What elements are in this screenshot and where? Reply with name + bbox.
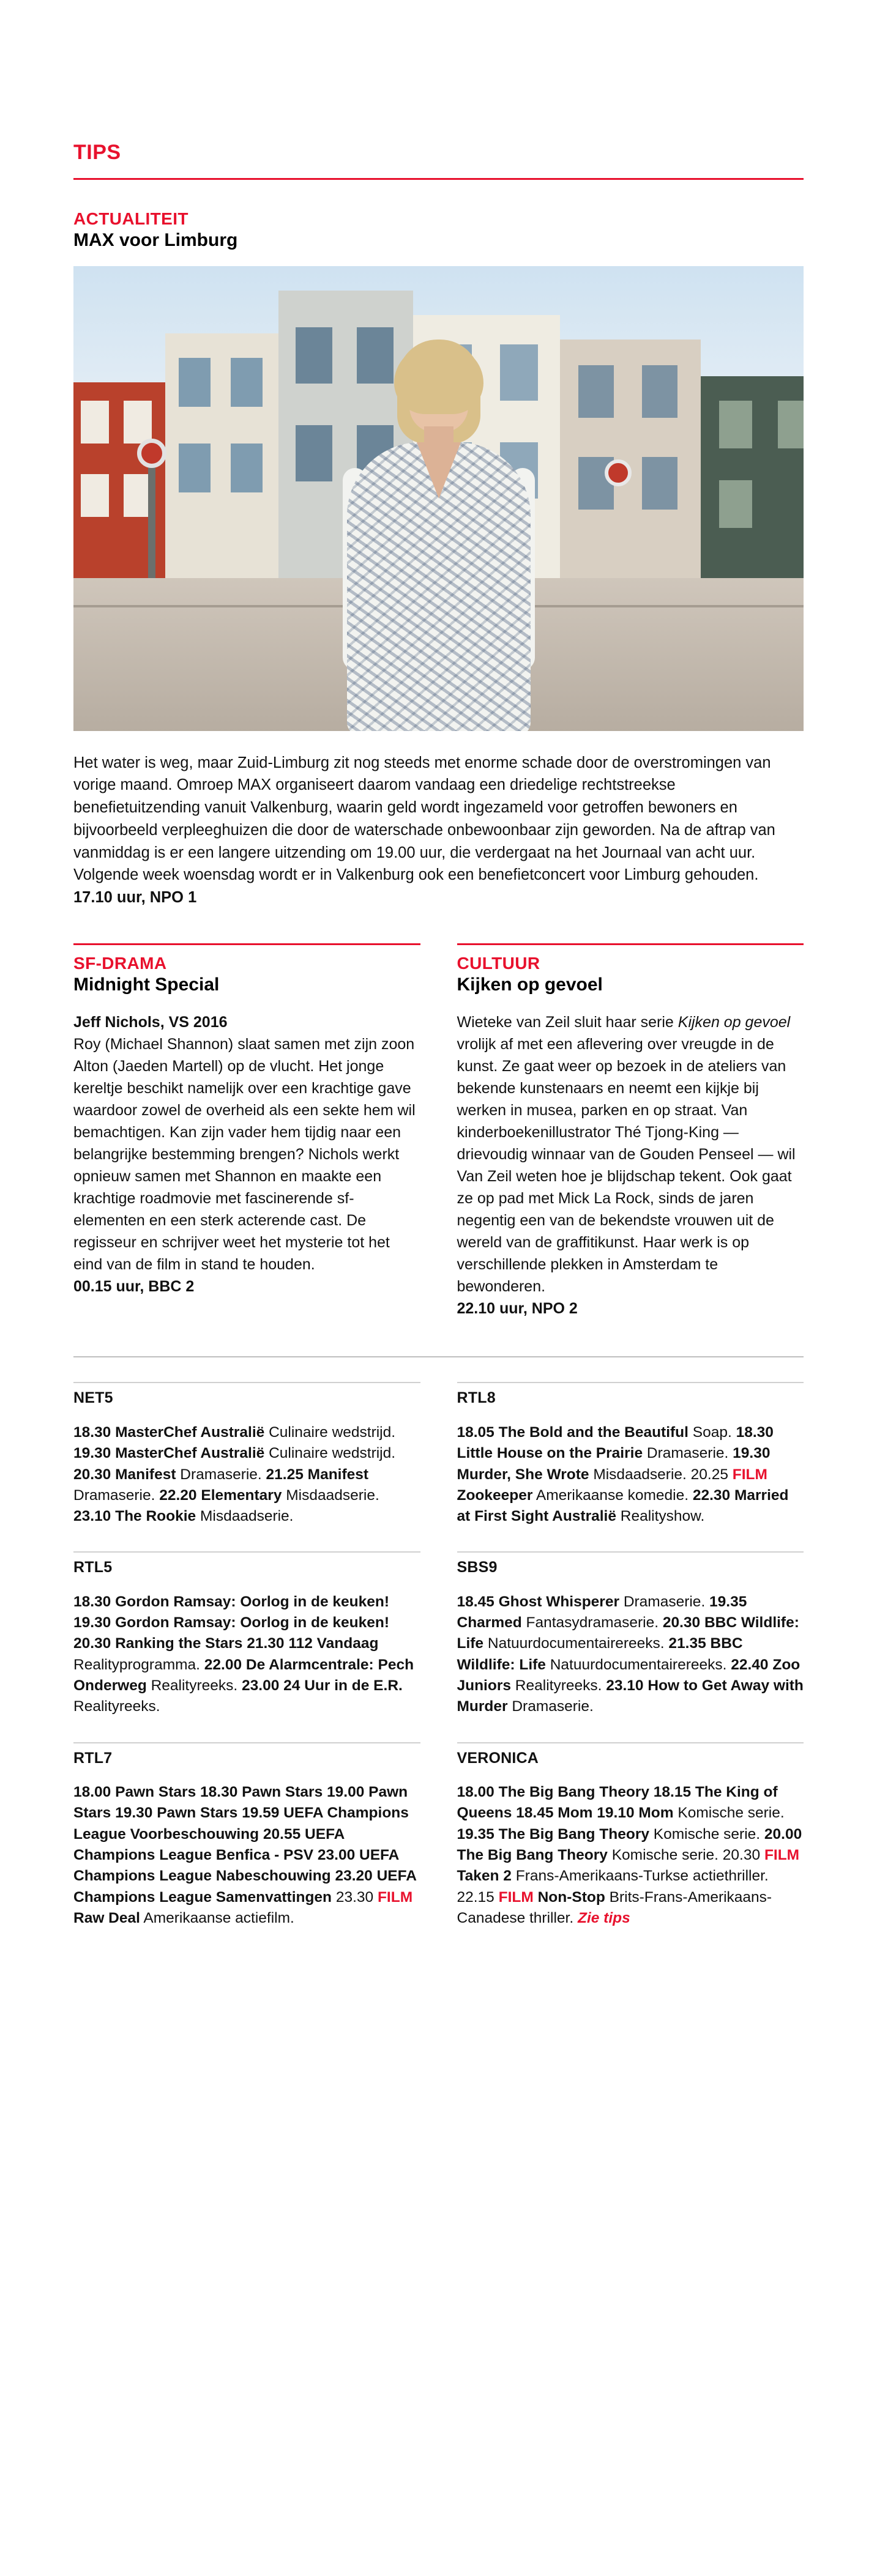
channel-divider (73, 1551, 420, 1553)
channel-listing-text: 18.45 Ghost Whisperer Dramaserie. 19.35 Charmed Fantasydramaserie. 20.30 BBC Wildlife: Life Natuurdocumentairereeks. 21.35 BBC Wildlife: Life Natuurdocumentairereeks. 22.40 Zoo Juniors Realityreeks. 23.10 How to Get Away with Murder Dramaserie. (457, 1593, 804, 1715)
channel-name: SBS9 (457, 1559, 498, 1576)
listing-entry: 18.30 Gordon Ramsay: Oorlog in de keuken! (73, 1593, 389, 1610)
channel-listing-text: 18.30 MasterChef Australië Culinaire wedstrijd. 19.30 MasterChef Australië Culinaire wedstrijd. 20.30 Manifest Dramaserie. 21.25 Manifest Dramaserie. 22.20 Elementary Misdaadserie. 23.10 The Rookie Misdaadserie. (73, 1423, 396, 1525)
listing-entry: 18.45 Mom (512, 1805, 593, 1822)
listing-entry: 20.30 BBC Wildlife: Life (457, 1614, 799, 1652)
listing-entry: 18.45 Ghost Whisperer (457, 1593, 620, 1610)
lead-photo (73, 266, 804, 731)
tip-article-0 (73, 943, 420, 1320)
lead-body-paragraph: Het water is weg, maar Zuid-Limburg zit nog steeds met enorme schade door de overstromingen van vorige maand. Omroep MAX organiseert daarom vandaag een driedelige rechtstreekse benefietuitzending vanuit Valkenburg, waarin geld wordt ingezameld voor getroffen bewoners en bijvoorbeeld verpleeghuizen die door de waterschade onbewoonbaar zijn geworden. Na de aftrap van vanmiddag is er een langere uitzending om 19.00 uur, die verdergaat na het Journaal van acht uur. Volgende week woensdag wordt er in Valkenburg ook een benefietconcert voor Limburg gehouden. (73, 754, 775, 884)
channel-block (73, 1551, 420, 1717)
channel-block (73, 1742, 420, 1929)
listing-entry: 21.30 112 Vandaag (242, 1635, 379, 1652)
listing-entry: 18.00 Pawn Stars (73, 1784, 196, 1801)
channel-listing-text: 18.05 The Bold and the Beautiful Soap. 18.30 Little House on the Prairie Dramaserie. 19.30 Murder, She Wrote Misdaadserie. 20.25 FILM Zookeeper Amerikaanse komedie. 22.30 Married at First Sight Australië Realityshow. (457, 1423, 789, 1525)
listing-entry: 20.55 UEFA Champions League Benfica - PSV (73, 1825, 345, 1864)
channel-block (457, 1742, 804, 1929)
listing-entry: 18.00 The Big Bang Theory (457, 1784, 649, 1801)
listing-entry: 19.35 The Big Bang Theory (457, 1825, 649, 1843)
listings-divider (73, 1356, 804, 1357)
photo-signpost (148, 450, 155, 578)
channel-block (457, 1551, 804, 1717)
channel-divider (457, 1742, 804, 1743)
photo-building-cream (165, 333, 278, 578)
listings-grid (73, 1378, 804, 1953)
header-rule (73, 178, 804, 180)
film-tag: FILM (498, 1888, 534, 1906)
tip-body-post-1: vrolijk af met een aflevering over vreugde in de kunst. Ze gaat weer op bezoek in de ateliers van bekende kunstenaars en neemt een kijkje bij werken in musea, parken en op straat. Van kinderboekenillustrator Thé Tjong-King — drievoudig winnaar van de Gouden Penseel — wil Van Zeil weten hoe je blijdschap tekent. Ook gaat ze op pad met Mick La Rock, sinds de jaren negentig een van de bekendste vrouwen uit de wereld van de graffitikunst. Haar werk is op verschillende plekken in Amsterdam te bewonderen. (457, 1036, 796, 1296)
tips-header (73, 0, 804, 180)
channel-divider (73, 1382, 420, 1383)
page-title: TIPS (73, 141, 121, 164)
listing-entry: 19.30 Murder, She Wrote (457, 1445, 771, 1483)
photo-presenter-neckline (417, 442, 461, 499)
see-tips-link[interactable]: Zie tips (573, 1909, 630, 1926)
listing-entry: 23.20 UEFA Champions League Samenvattingen (73, 1868, 416, 1906)
listing-entry: 18.30 MasterChef Australië (73, 1423, 265, 1441)
film-tag: FILM (377, 1888, 413, 1906)
tip-kicker-1: CULTUUR (457, 953, 540, 973)
photo-traffic-sign-icon (137, 439, 166, 468)
photo-presenter-hair-front (394, 346, 483, 414)
tip-credit-0: Jeff Nichols, VS 2016 (73, 1014, 228, 1031)
listing-entry: 19.59 UEFA Champions League Voorbeschouwing (73, 1805, 409, 1843)
listing-entry: 23.00 UEFA Champions League Nabeschouwing (73, 1847, 399, 1885)
channel-listing-text: 18.30 Gordon Ramsay: Oorlog in de keuken! 19.30 Gordon Ramsay: Oorlog in de keuken! 20.30 Ranking the Stars 21.30 112 Vandaag Realityprogramma. 22.00 De Alarmcentrale: Pech Onderweg Realityreeks. 23.00 24 Uur in de E.R. Realityreeks. (73, 1593, 414, 1715)
channel-name: RTL7 (73, 1749, 113, 1767)
tip-body-text-1 (457, 1011, 804, 1297)
listing-entry: 18.30 Pawn Stars (196, 1784, 323, 1801)
lead-body (73, 752, 804, 909)
tip-body-0 (73, 1011, 420, 1297)
listing-entry: 19.30 Pawn Stars (111, 1805, 238, 1822)
tip-rule-0 (73, 943, 420, 945)
listing-title: Non-Stop (533, 1888, 605, 1906)
listing-entry: 19.35 Charmed (457, 1593, 747, 1631)
listing-entry: 19.30 Gordon Ramsay: Oorlog in de keuken! (73, 1614, 389, 1631)
lead-article (73, 209, 804, 909)
tip-rule-1 (457, 943, 804, 945)
channel-listing-text: 18.00 Pawn Stars 18.30 Pawn Stars 19.00 Pawn Stars 19.30 Pawn Stars 19.59 UEFA Champions League Voorbeschouwing 20.55 UEFA Champions League Benfica - PSV 23.00 UEFA Champions League Nabeschouwing 23.20 UEFA Champions League Samenvattingen 23.30 FILM Raw Deal Amerikaanse actiefilm. (73, 1784, 416, 1926)
listing-entry: 23.00 24 Uur in de E.R. (237, 1677, 403, 1694)
listing-title: Taken 2 (457, 1868, 512, 1885)
film-tag: FILM (764, 1847, 800, 1864)
photo-traffic-sign-2-icon (605, 459, 632, 486)
listing-entry: 22.30 Married at First Sight Australië (457, 1487, 789, 1525)
channel-block (457, 1382, 804, 1527)
tip-body-1 (457, 1011, 804, 1320)
photo-building-beige (560, 340, 701, 578)
lead-kicker: ACTUALITEIT (73, 209, 188, 228)
film-tag: FILM (732, 1466, 767, 1483)
channel-divider (457, 1551, 804, 1553)
tip-body-text-0: Roy (Michael Shannon) slaat samen met zijn zoon Alton (Jaeden Martell) op de vlucht. Het jonge kereltje beschikt namelijk over een krachtige gave waardoor zowel de overheid als een sekte hem wil bemachtigen. Kan zijn vader hem tijdig naar een belangrijke bestemming brengen? Nichols werkt opnieuw samen met Shannon en maakte een krachtige roadmovie met fascinerende sf-elementen en een sterk acterende cast. De regisseur en schrijver weet het mysterie tot het eind van de film in stand te houden. (73, 1036, 416, 1274)
listing-entry: 22.00 De Alarmcentrale: Pech Onderweg (73, 1656, 414, 1694)
listing-entry: 20.00 The Big Bang Theory (457, 1825, 802, 1864)
tips-columns (73, 943, 804, 1320)
tip-article-1 (457, 943, 804, 1320)
photo-building-green (701, 376, 804, 578)
tip-title-1: Kijken op gevoel (457, 974, 603, 995)
listings-column-left (73, 1378, 420, 1953)
tip-kicker-0: SF-DRAMA (73, 953, 167, 973)
channel-divider (457, 1382, 804, 1383)
channel-name: VERONICA (457, 1749, 539, 1767)
lead-title: MAX voor Limburg (73, 230, 238, 251)
listing-entry: 23.10 The Rookie (73, 1508, 196, 1525)
listing-entry: 21.25 Manifest (261, 1466, 369, 1483)
channel-name: NET5 (73, 1389, 113, 1407)
listing-entry: 22.40 Zoo Juniors (457, 1656, 800, 1694)
tip-timeslot-1: 22.10 uur, NPO 2 (457, 1300, 578, 1318)
listing-entry: 22.20 Elementary (155, 1487, 282, 1504)
tip-body-series-title-1: Kijken op gevoel (677, 1014, 791, 1031)
channel-listing-text: 18.00 The Big Bang Theory 18.15 The King of Queens 18.45 Mom 19.10 Mom Komische serie. 19.35 The Big Bang Theory Komische serie. 20.00 The Big Bang Theory Komische serie. 20.30 FILM Taken 2 Frans-Amerikaans-Turkse actiethriller. 22.15 FILM Non-Stop Brits-Frans-Amerikaans- Canadese thriller. Zie tips (457, 1784, 802, 1926)
listing-entry: 18.05 The Bold and the Beautiful (457, 1423, 689, 1441)
lead-timeslot: 17.10 uur, NPO 1 (73, 889, 197, 906)
listing-entry: 23.10 How to Get Away with Murder (457, 1677, 804, 1715)
listing-entry: 18.30 Little House on the Prairie (457, 1423, 774, 1462)
tip-body-pre-1: Wieteke van Zeil sluit haar serie (457, 1014, 678, 1031)
channel-block (73, 1382, 420, 1527)
listing-title: Zookeeper (457, 1487, 533, 1504)
listing-entry: 21.35 BBC Wildlife: Life (457, 1635, 743, 1673)
listing-entry: 19.10 Mom (592, 1805, 674, 1822)
tip-title-0: Midnight Special (73, 974, 220, 995)
listing-entry: 20.30 Ranking the Stars (73, 1635, 243, 1652)
photo-presenter (338, 340, 540, 731)
channel-divider (73, 1742, 420, 1743)
listing-entry: 19.30 MasterChef Australië (73, 1445, 265, 1462)
channel-name: RTL5 (73, 1559, 113, 1576)
listing-entry: 18.15 The King of Queens (457, 1784, 778, 1822)
listings-column-right (457, 1378, 804, 1953)
tip-timeslot-0: 00.15 uur, BBC 2 (73, 1278, 195, 1296)
listing-title: Raw Deal (73, 1909, 140, 1926)
channel-name: RTL8 (457, 1389, 496, 1407)
listing-entry: 19.00 Pawn Stars (73, 1784, 408, 1822)
listing-entry: 20.30 Manifest (73, 1466, 176, 1483)
